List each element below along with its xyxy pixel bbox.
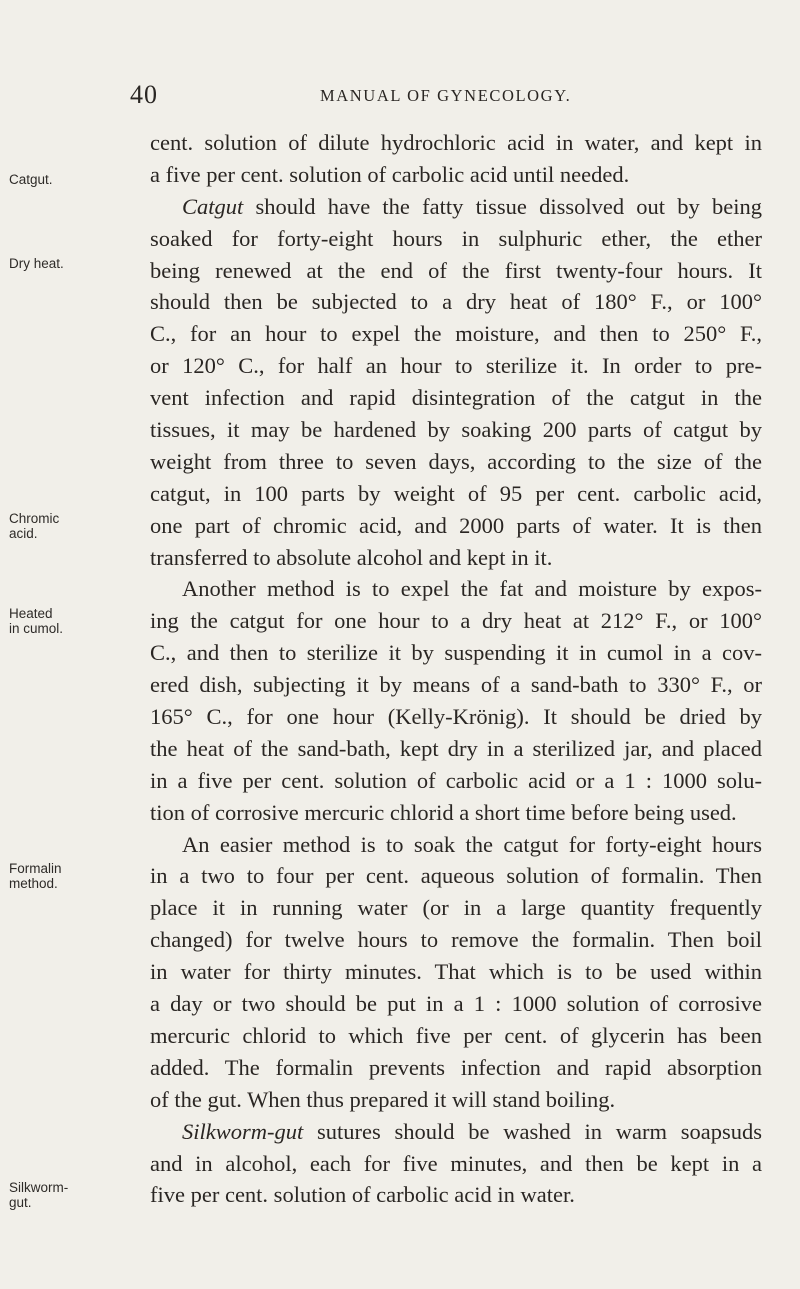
text-line: being renewed at the end of the first twenty-four hours. It [150, 257, 762, 283]
margin-note-silkworm-gut [9, 1180, 95, 1210]
text-line: in water for thirty minutes. That which is to be used within [150, 959, 762, 985]
text-line: place it in running water (or in a large quantity frequently [150, 895, 762, 921]
text-line: soaked for forty-eight hours in sulphuric ether, the ether [150, 225, 762, 251]
text-line: C., and then to sterilize it by suspending it in cumol in a cov- [150, 640, 762, 666]
margin-note-dry-heat [9, 256, 95, 271]
margin-note-text: Dry heat. [9, 256, 64, 271]
text-line: vent infection and rapid disintegration of the catgut in the [150, 385, 762, 411]
page-number: 40 [130, 80, 158, 109]
text-line: a day or two should be put in a 1 : 1000 solution of corrosive [150, 991, 762, 1017]
text-span: sutures should be washed in warm soapsuds [303, 1118, 762, 1144]
text-line: tissues, it may be hardened by soaking 200 parts of catgut by [150, 417, 762, 443]
text-line: ered dish, subjecting it by means of a sand-bath to 330° F., or [150, 672, 762, 698]
body-text [150, 127, 762, 1211]
margin-note-text: in cumol. [9, 621, 64, 636]
text-line: catgut, in 100 parts by weight of 95 per cent. carbolic acid, [150, 480, 762, 506]
text-line: and in alcohol, each for five minutes, and then be kept in a [150, 1150, 762, 1176]
text-line: should then be subjected to a dry heat of 180° F., or 100° [150, 289, 762, 315]
margin-note-text: method. [9, 876, 58, 891]
text-line: in a five per cent. solution of carbolic acid or a 1 : 1000 solu- [150, 767, 762, 793]
running-title: MANUAL OF GYNECOLOGY. [320, 86, 572, 105]
text-span: should have the fatty tissue dissolved out by being [243, 193, 762, 219]
text-line: ing the catgut for one hour to a dry heat at 212° F., or 100° [150, 608, 762, 634]
text-line: five per cent. solution of carbolic acid in water. [150, 1182, 575, 1208]
text-line [150, 1116, 762, 1148]
text-line: tion of corrosive mercuric chlorid a short time before being used. [150, 799, 737, 825]
margin-note-text: acid. [9, 526, 38, 541]
margin-note-catgut [9, 172, 95, 187]
margin-note-heated-in-cumol [9, 606, 95, 636]
margin-note-text: Catgut. [9, 172, 53, 187]
text-line: transferred to absolute alcohol and kept in it. [150, 544, 553, 570]
margin-note-formalin-method [9, 861, 95, 891]
margin-note-text: Silkworm- [9, 1180, 69, 1195]
text-line: or 120° C., for half an hour to sterilize it. In order to pre- [150, 353, 762, 379]
page-header [0, 80, 800, 110]
text-line: of the gut. When thus prepared it will stand boiling. [150, 1086, 616, 1112]
margin-note-text: gut. [9, 1195, 32, 1210]
margin-note-text: Formalin [9, 861, 62, 876]
margin-note-chromic-acid [9, 511, 95, 541]
text-line: 165° C., for one hour (Kelly-Krönig). It should be dried by [150, 704, 762, 730]
text-line: mercuric chlorid to which five per cent. of glycerin has been [150, 1022, 762, 1048]
text-line: cent. solution of dilute hydrochloric acid in water, and kept in [150, 130, 762, 155]
margin-note-text: Chromic [9, 511, 60, 526]
text-line [150, 191, 762, 223]
text-line: weight from three to seven days, according to the size of the [150, 448, 762, 474]
text-line: changed) for twelve hours to remove the formalin. Then boil [150, 927, 762, 953]
text-line: the heat of the sand-bath, kept dry in a sterilized jar, and placed [150, 735, 762, 761]
italic-term-catgut: Catgut [182, 193, 244, 219]
italic-term-silkworm-gut: Silkworm-gut [182, 1118, 304, 1144]
text-line: Another method is to expel the fat and moisture by expos- [182, 576, 762, 602]
text-line: a five per cent. solution of carbolic acid until needed. [150, 161, 630, 187]
text-line: added. The formalin prevents infection and rapid absorption [150, 1054, 762, 1080]
text-line: in a two to four per cent. aqueous solution of formalin. Then [150, 863, 762, 889]
text-line: one part of chromic acid, and 2000 parts of water. It is then [150, 512, 762, 538]
margin-note-text: Heated [9, 606, 53, 621]
text-line: C., for an hour to expel the moisture, and then to 250° F., [150, 321, 762, 347]
text-line: An easier method is to soak the catgut for forty-eight hours [182, 831, 762, 857]
